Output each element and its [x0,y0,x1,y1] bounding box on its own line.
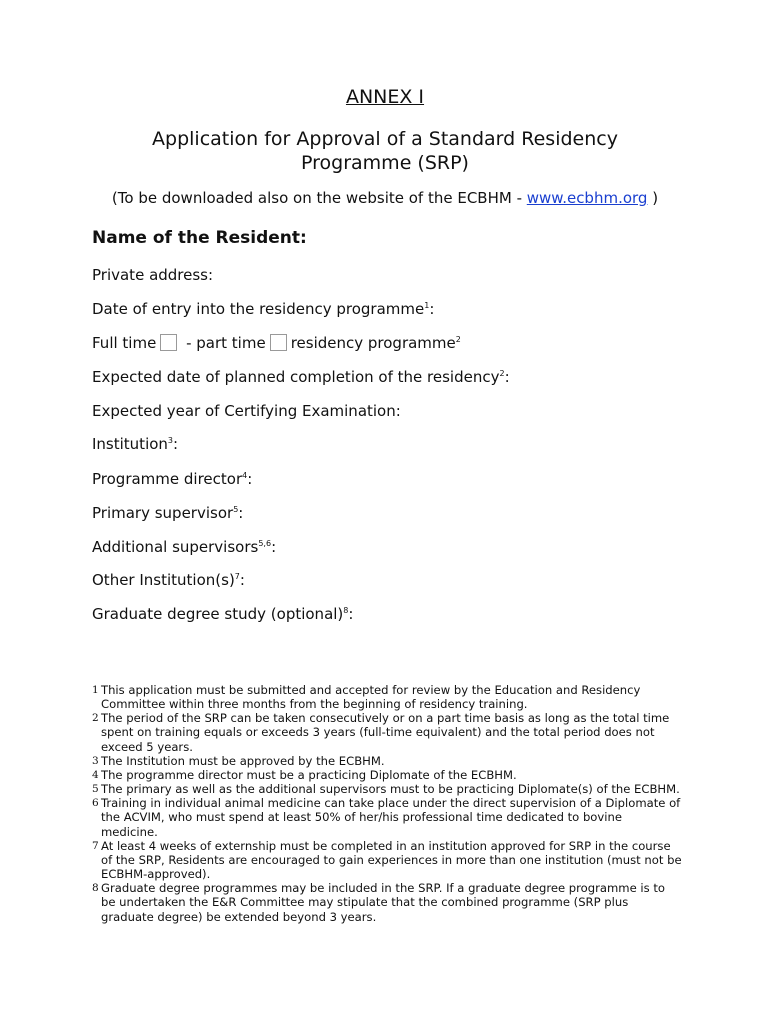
footnote-text: Training in individual animal medicine can take place under the direct supervision of a Diplomate of the ACVIM, who must spend at least 50% of her/his professional time dedicated to bovine medicine. [101,796,681,839]
full-time-checkbox[interactable] [160,334,177,351]
footnote-ref: 8 [343,606,349,615]
resident-name-heading: Name of the Resident: [92,228,307,248]
part-time-label: - part time [181,334,266,352]
date-entry-field [92,300,434,318]
footnote-text: At least 4 weeks of externship must be completed in an institution approved for SRP in the course of the SRP, Residents are encouraged to gain experiences in more than one institution (must not be ECBHM-approved). [101,838,682,882]
footnote-number: 6 [92,797,99,810]
footnotes [92,683,682,924]
additional-supervisors-field [92,538,276,556]
colon: : [271,538,277,556]
part-time-checkbox[interactable] [270,334,287,351]
download-note-prefix: (To be downloaded also on the website of the ECBHM - [111,189,527,207]
footnote-ref: 4 [242,471,248,480]
footnote-ref: 2 [455,335,461,344]
footnote-ref: 1 [424,301,430,310]
full-time-label: Full time [92,334,157,352]
other-institutions-field [92,571,245,589]
footnote-ref: 7 [234,572,240,581]
colon: : [238,504,244,522]
footnote-ref: 5,6 [258,539,272,548]
footnote-text: The programme director must be a practicing Diplomate of the ECBHM. [101,767,517,782]
footnote-number: 4 [92,768,99,781]
title-line-1: Application for Approval of a Standard Residency [152,128,618,150]
footnote-item [92,754,682,768]
footnote-text: This application must be submitted and accepted for review by the Education and Residency Committee within three months from the beginning of residency training. [101,683,641,712]
title-line-2: Programme (SRP) [301,152,469,174]
footnote-number: 2 [92,712,99,725]
primary-supervisor-label: Primary supervisor [92,504,234,522]
colon: : [504,368,510,386]
colon: : [348,605,354,623]
time-mode-field [92,334,461,352]
other-institutions-label: Other Institution(s) [92,571,235,589]
primary-supervisor-field [92,504,243,522]
download-note-suffix: ) [647,189,659,207]
download-note [0,189,770,207]
footnote-number: 5 [92,783,99,796]
footnote-item [92,711,682,753]
document-title [0,127,770,175]
footnote-text: The period of the SRP can be taken consecutively or on a part time basis as long as the total time spent on training equals or exceeds 3 years (full-time equivalent) and the total period does not exceed 5 years. [101,711,670,754]
colon: : [429,300,435,318]
footnote-item [92,683,682,711]
footnote-number: 7 [92,839,99,852]
footnote-item [92,839,682,881]
graduate-study-label: Graduate degree study (optional) [92,605,344,623]
footnote-ref: 3 [167,436,174,445]
colon: : [173,435,179,453]
colon: : [247,470,253,488]
colon: : [239,571,245,589]
footnote-number: 3 [92,754,99,767]
footnote-ref: 2 [499,369,505,378]
footnote-text: Graduate degree programmes may be included in the SRP. If a graduate degree programme is to be undertaken the E&R Committee may stipulate that the combined programme (SRP plus graduate degree) be extended beyond 3 years. [101,881,665,924]
residency-programme-label: residency programme [290,334,456,352]
footnote-item [92,881,682,923]
footnote-number: 1 [92,684,99,696]
institution-field [92,435,178,453]
additional-supervisors-label: Additional supervisors [92,538,259,556]
website-link[interactable]: www.ecbhm.org [526,189,648,207]
graduate-study-field [92,605,353,623]
footnote-text: The Institution must be approved by the ECBHM. [101,753,385,768]
programme-director-label: Programme director [92,470,243,488]
footnote-text: The primary as well as the additional supervisors must to be practicing Diplomate(s) of the ECBHM. [101,782,680,797]
date-entry-label: Date of entry into the residency programme [92,300,425,318]
footnote-ref: 5 [233,505,239,514]
programme-director-field [92,470,252,488]
expected-completion-field [92,368,510,386]
footnote-number: 8 [92,882,99,895]
expected-exam-field: Expected year of Certifying Examination: [92,402,401,420]
expected-completion-label: Expected date of planned completion of the residency [92,368,500,386]
private-address-field: Private address: [92,266,214,284]
footnote-item [92,768,682,782]
footnote-item [92,782,682,796]
footnote-item [92,796,682,838]
annex-heading: ANNEX I [345,86,425,108]
institution-label: Institution [92,435,168,453]
